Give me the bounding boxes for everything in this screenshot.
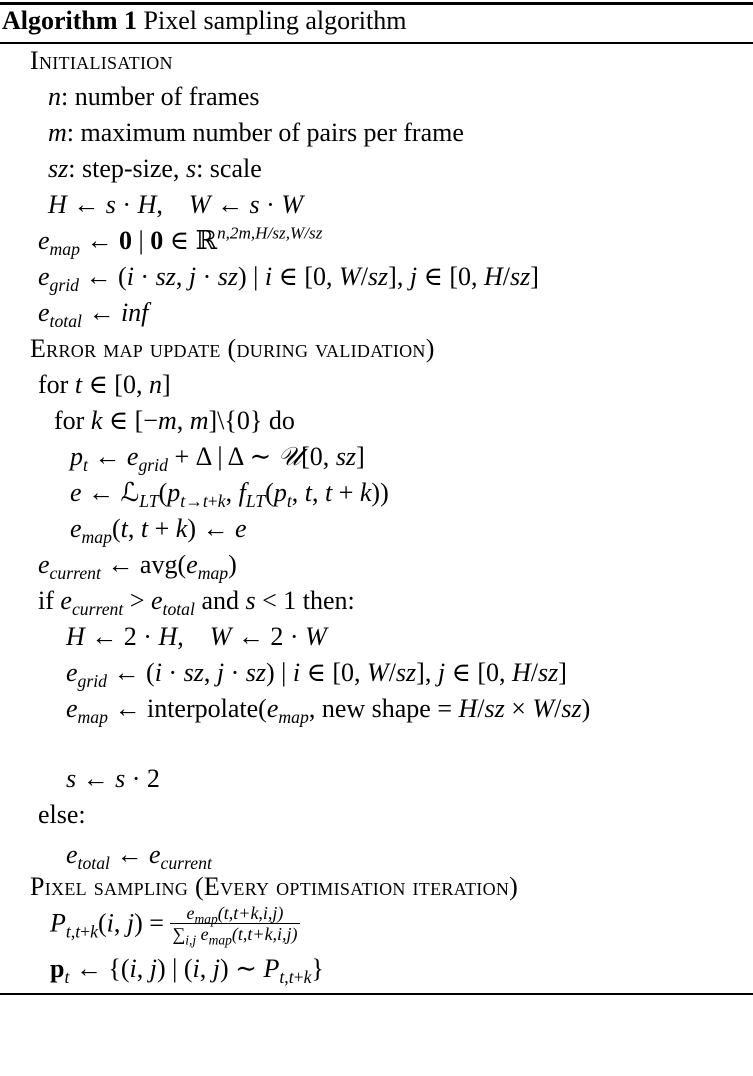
section-initialisation: Initialisation: [30, 46, 173, 75]
line-if-condition: if $e_{current} > e_{total}$ and s < 1 then:: [38, 586, 355, 620]
line-sz-s-definition: sz: step-size, s: scale: [48, 154, 262, 183]
section-pixel-sampling: Pixel sampling (Every optimisation iteration): [30, 872, 519, 901]
top-rule: [0, 2, 753, 5]
line-etotal-init: $e_{total}$ ← inf: [38, 298, 149, 332]
algorithm-title: Pixel sampling algorithm: [143, 6, 407, 35]
algorithm-caption: [2, 6, 406, 36]
probability-fraction: $\frac{e_{map}(t,t+k,i,j)}{\sum_{i,j} e_{map}(t,t+k,i,j)}$: [172, 903, 298, 948]
line-scale-update: s ← s · 2: [66, 764, 160, 793]
caption-rule: [0, 42, 753, 44]
line-ecurrent: $e_{current}$ ← $avg(e_{map})$: [38, 550, 237, 584]
line-etotal-update: $e_{total}$ ← $e_{current}$: [66, 840, 212, 874]
line-n-definition: n: number of frames: [48, 82, 260, 111]
algorithm-label: Algorithm 1: [2, 6, 138, 35]
line-probability-formula: $P_{t,t+k}(i$, j) = $\frac{e_{map}(t,t+k,i,j)}{\sum_{i,j} e_{map}(t,t+k,i,j)}$: [50, 903, 298, 948]
bottom-rule: [0, 993, 753, 995]
line-for-k: for k ∈ [−m, m]\{0} do: [54, 406, 295, 435]
line-pt-sample: $p_t$ ← $e_{grid} + \Delta$ | Δ ∼ 𝒰[0, sz]: [70, 442, 365, 476]
line-egrid-init: $e_{grid}$ ← (i · sz, j · sz) | i ∈ [0, W/sz], j ∈ [0, H/sz]: [38, 262, 539, 296]
line-emap-interpolate: $e_{map}$ ← $interpolate(e_{map}$, new shape = H/sz × W/sz): [66, 694, 591, 728]
line-error-compute: e ← $ℒ_{LT}(p_{t\to t+k}$, $f_{LT}(p_t$, t, t + k)): [70, 478, 389, 512]
line-double-hw: H ← 2 · H, W ← 2 · W: [66, 622, 327, 651]
line-for-t: for t ∈ [0, n]: [38, 370, 171, 399]
line-pixel-set: $p_t$ ← {(i, j) | (i, j) ∼ $P_{t,t+k}$}: [50, 954, 324, 988]
line-egrid-update: $e_{grid}$ ← (i · sz, j · sz) | i ∈ [0, W/sz], j ∈ [0, H/sz]: [66, 658, 567, 692]
line-m-definition: m: maximum number of pairs per frame: [48, 118, 464, 147]
section-error-map-update: Error map update (during validation): [30, 334, 435, 363]
line-scale-hw: H ← s · H, W ← s · W: [48, 190, 303, 219]
line-emap-init: $e_{map}$ ← 0 | 0 ∈ ℝ$^{n,2m,H/sz,W/sz}$: [38, 223, 323, 260]
line-emap-assign: $e_{map}(t$, t + k) ← e: [70, 514, 247, 548]
line-else: else:: [38, 800, 86, 829]
